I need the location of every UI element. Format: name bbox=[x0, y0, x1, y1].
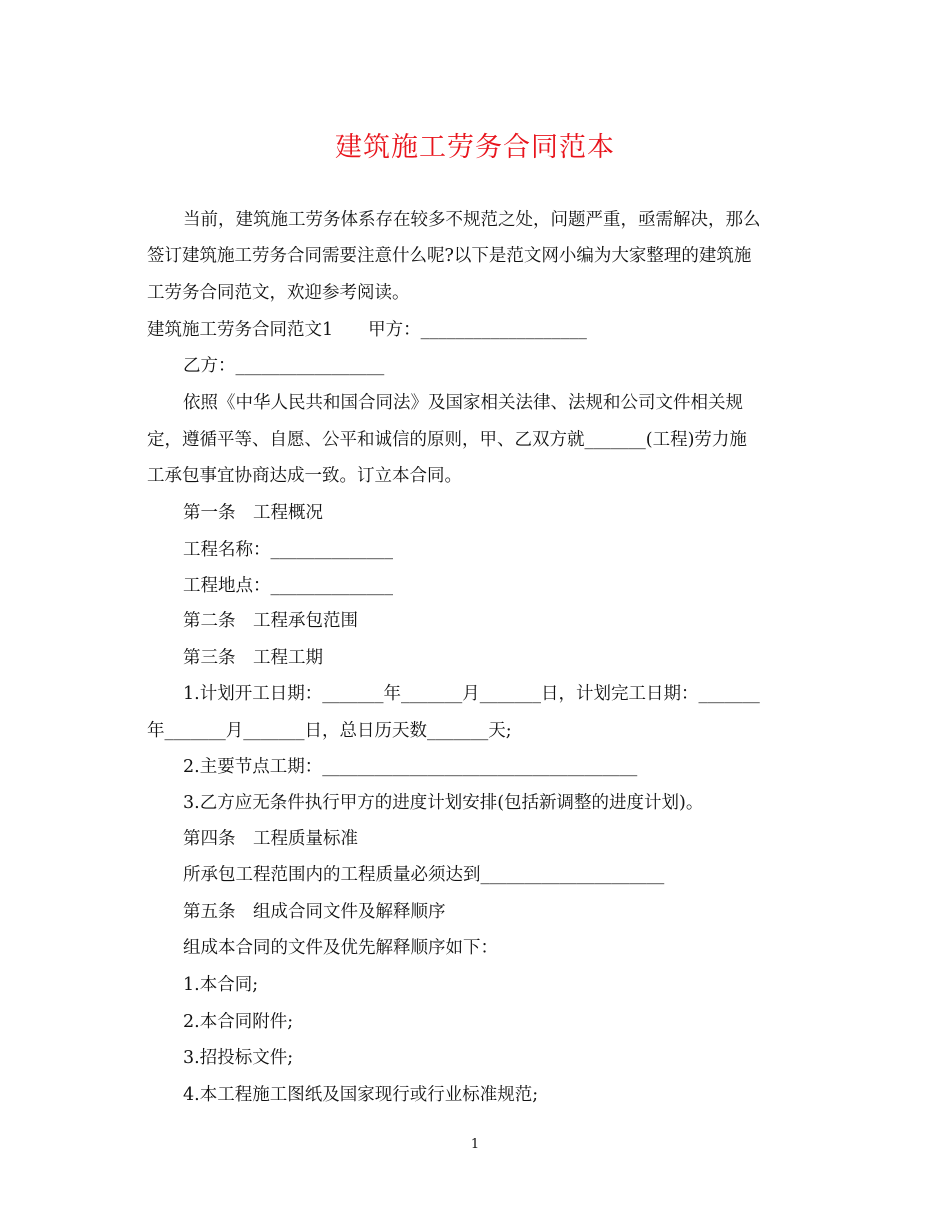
list-item: 4.本工程施工图纸及国家现行或行业标准规范; bbox=[183, 1085, 539, 1105]
paragraph-line: 3.乙方应无条件执行甲方的进度计划安排(包括新调整的进度计划)。 bbox=[183, 793, 704, 813]
paragraph-line: 定，遵循平等、自愿、公平和诚信的原则，甲、乙双方就_______(工程)劳力施 bbox=[147, 430, 747, 450]
field-line: 工程地点：______________ bbox=[183, 576, 393, 596]
list-item: 1.本合同; bbox=[183, 975, 259, 995]
document-title: 建筑施工劳务合同范本 bbox=[335, 132, 615, 163]
article-heading: 第一条 工程概况 bbox=[183, 503, 323, 523]
paragraph-line: 2.主要节点工期：____________________________________ bbox=[183, 757, 638, 777]
page-number: 1 bbox=[470, 1137, 480, 1152]
paragraph-line: 组成本合同的文件及优先解释顺序如下： bbox=[183, 938, 498, 958]
paragraph-line: 工承包事宜协商达成一致。订立本合同。 bbox=[147, 466, 462, 486]
paragraph-line: 工劳务合同范文，欢迎参考阅读。 bbox=[147, 283, 410, 303]
list-item: 2.本合同附件; bbox=[183, 1012, 294, 1032]
paragraph-line: 1.计划开工日期：_______年_______月_______日，计划完工日期：_______ bbox=[183, 684, 760, 704]
article-heading: 第二条 工程承包范围 bbox=[183, 611, 358, 631]
article-heading: 第五条 组成合同文件及解释顺序 bbox=[183, 902, 446, 922]
paragraph-line: 当前，建筑施工劳务体系存在较多不规范之处，问题严重，亟需解决，那么 bbox=[183, 210, 761, 230]
paragraph-line: 依照《中华人民共和国合同法》及国家相关法律、法规和公司文件相关规 bbox=[183, 393, 743, 413]
article-heading: 第三条 工程工期 bbox=[183, 648, 323, 668]
paragraph-line: 签订建筑施工劳务合同需要注意什么呢?以下是范文网小编为大家整理的建筑施 bbox=[147, 246, 752, 266]
article-heading: 第四条 工程质量标准 bbox=[183, 829, 358, 849]
paragraph-line: 所承包工程范围内的工程质量必须达到_____________________ bbox=[183, 865, 665, 885]
party-b-line: 乙方：_________________ bbox=[183, 356, 385, 376]
list-item: 3.招投标文件; bbox=[183, 1048, 294, 1068]
paragraph-line: 年_______月_______日，总日历天数_______天; bbox=[147, 721, 512, 741]
contract-heading-line: 建筑施工劳务合同范文1 甲方：___________________ bbox=[147, 320, 587, 340]
field-line: 工程名称：______________ bbox=[183, 540, 393, 560]
